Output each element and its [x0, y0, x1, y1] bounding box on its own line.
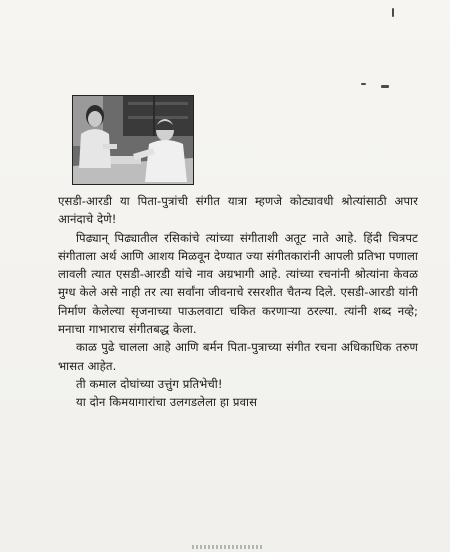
blurb-text: [58, 192, 418, 412]
photo-two-men-icon: [73, 96, 193, 184]
paragraph-2: पिढ्यान् पिढ्यातील रसिकांचे त्यांच्या संगीताशी अतूट नाते आहे. हिंदी चित्रपट संगीताला अर्थ आणि आशय मिळवून देण्यात ज्या संगीतकारांनी आपली प्रतिभा पणाला लावली त्यात एसडी-आरडी यांचे नाव अग्रभागी आहे. त्यांच्या रचनांनी श्रोत्यांना केवळ मुग्ध केले असे नाही तर त्या सर्वांना जीवनाचे रसरशीत चैतन्य दिले. एसडी-आरडी यांनी निर्माण केलेल्या सृजनाच्या पाऊलवाटा चकित करणाऱ्या ठरल्या. त्यांनी शब्द नव्हे; मनाचा गाभाराच संगीतबद्ध केला.: [58, 230, 418, 337]
paragraph-3: काळ पुढे चालला आहे आणि बर्मन पिता-पुत्राच्या संगीत रचना अधिकाधिक तरुण भासत आहेत.: [58, 340, 418, 373]
paragraph-1: एसडी-आरडी या पिता-पुत्रांची संगीत यात्रा म्हणजे कोट्यावधी श्रोत्यांसाठी अपार आनंदाचे देणे!: [58, 194, 418, 227]
footer-print-mark: [192, 545, 262, 549]
paragraph-4: ती कमाल दोघांच्या उत्तुंग प्रतिभेची!: [76, 376, 223, 391]
print-speck: [392, 8, 394, 17]
print-speck: [381, 85, 389, 88]
print-speck: [361, 83, 366, 85]
paragraph-5: या दोन किमयागारांचा उलगडलेला हा प्रवास: [76, 395, 258, 410]
photo-two-men: [72, 95, 194, 185]
